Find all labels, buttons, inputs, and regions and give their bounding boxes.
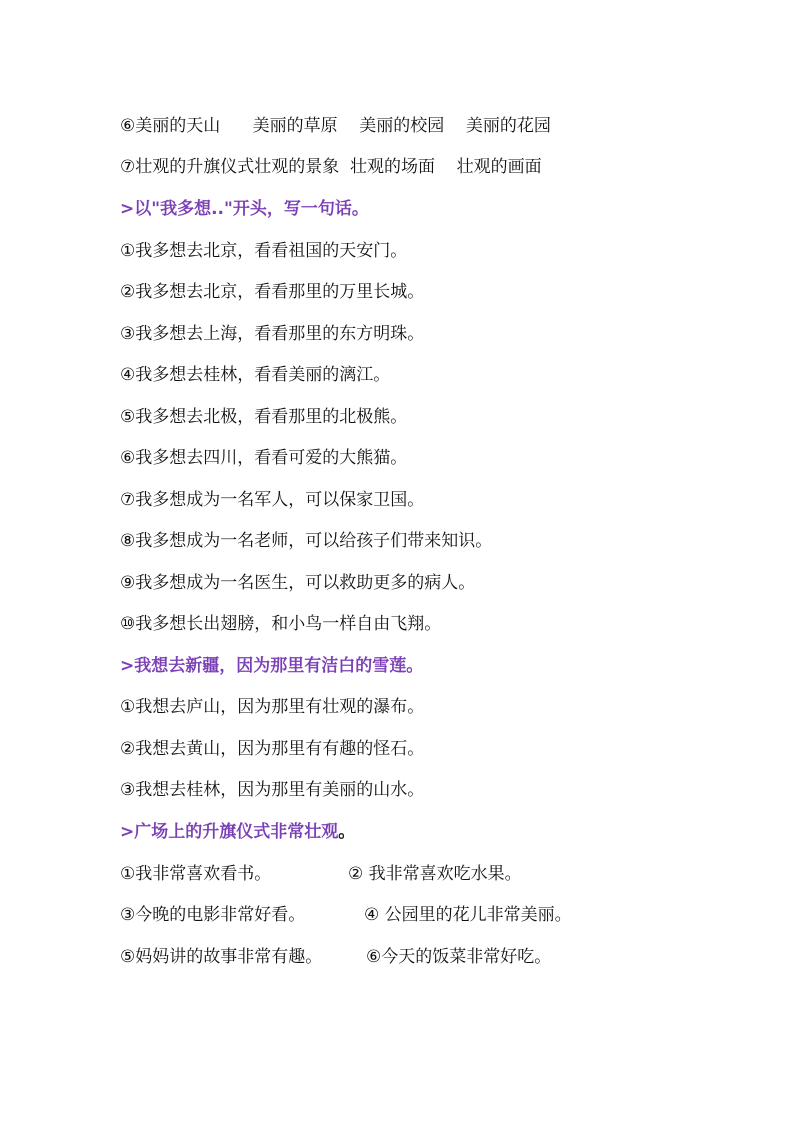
- list-item: ①我非常喜欢看书。: [120, 864, 272, 884]
- list-item: ②我想去黄山，因为那里有有趣的怪石。: [120, 739, 425, 759]
- section-heading-3-text: >广场上的升旗仪式非常壮观: [120, 822, 339, 842]
- list-item: ⑧我多想成为一名老师，可以给孩子们带来知识。: [120, 531, 493, 551]
- list-item: ⑦我多想成为一名军人，可以保家卫国。: [120, 490, 425, 510]
- pair-row-3: [120, 946, 552, 1034]
- section-heading-3-period: 。: [338, 822, 356, 842]
- list-item: ①我多想去北京，看看祖国的天安门。: [120, 241, 408, 261]
- section-heading-1: >以"我多想.."开头，写一句话。: [120, 199, 369, 219]
- list-item: ④我多想去桂林，看看美丽的漓江。: [120, 365, 391, 385]
- list-item: ⑥今天的饭菜非常好吃。: [366, 947, 552, 967]
- section-heading-3: [120, 821, 355, 843]
- list-item: ③今晚的电影非常好看。: [120, 905, 306, 925]
- section-heading-2: >我想去新疆，因为那里有洁白的雪莲。: [120, 656, 424, 676]
- list-item: ② 我非常喜欢吃水果。: [348, 864, 522, 884]
- list-item: ①我想去庐山，因为那里有壮观的瀑布。: [120, 697, 425, 717]
- list-item: ⑥我多想去四川，看看可爱的大熊猫。: [120, 448, 408, 468]
- list-item: ③我想去桂林，因为那里有美丽的山水。: [120, 780, 425, 800]
- list-item: ②我多想去北京，看看那里的万里长城。: [120, 282, 425, 302]
- list-item: ③我多想去上海，看看那里的东方明珠。: [120, 324, 425, 344]
- list-item: ⑨我多想成为一名医生，可以救助更多的病人。: [120, 573, 476, 593]
- list-item: ④ 公园里的花儿非常美丽。: [364, 905, 572, 925]
- phrase-line-6: ⑥美丽的天山 美丽的草原 美丽的校园 美丽的花园: [120, 116, 551, 136]
- list-item: ⑤我多想去北极，看看那里的北极熊。: [120, 407, 408, 427]
- list-item: ⑤妈妈讲的故事非常有趣。: [120, 947, 323, 967]
- phrase-line-7: ⑦壮观的升旗仪式壮观的景象 壮观的场面 壮观的画面: [120, 157, 542, 177]
- list-item: ⑩我多想长出翅膀，和小鸟一样自由飞翔。: [120, 614, 442, 634]
